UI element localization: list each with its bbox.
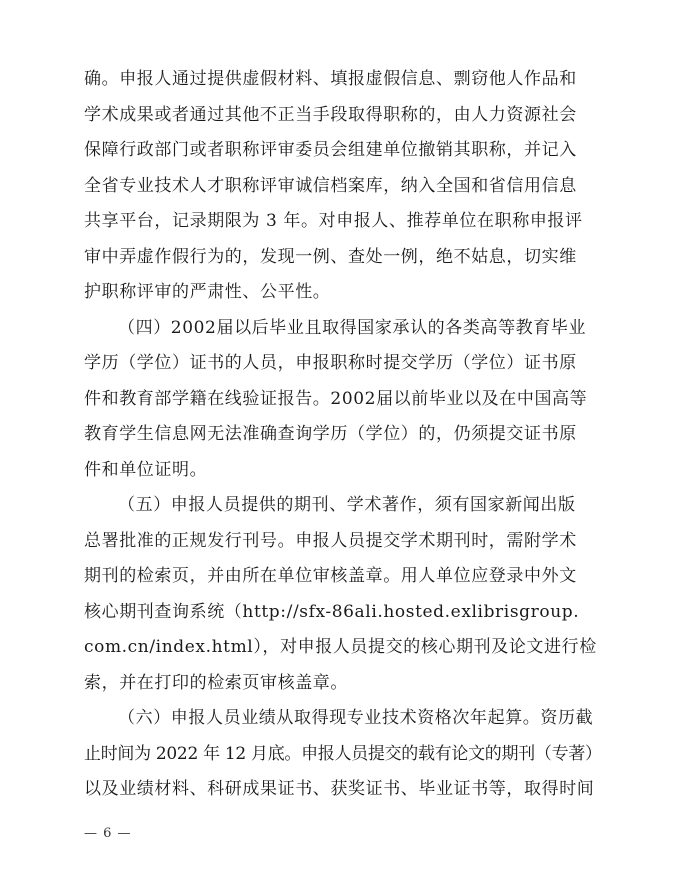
document-body — [84, 62, 602, 808]
text-line: 总署批准的正规发行刊号。申报人员提交学术期刊时，需附学术 — [84, 530, 577, 551]
text-line: 审中弄虚作假行为的，发现一例、查处一例，绝不姑息，切实维 — [84, 246, 577, 267]
text-line: 止时间为 2022 年 12 月底。申报人员提交的载有论文的期刊（专著） — [84, 743, 602, 764]
text-line: 学术成果或者通过其他不正当手段取得职称的，由人力资源社会 — [84, 104, 577, 125]
text-line: 教育学生信息网无法准确查询学历（学位）的，仍须提交证书原 — [84, 424, 577, 444]
paragraph-item-6 — [84, 701, 602, 808]
text-line: 件和单位证明。 — [84, 459, 208, 480]
text-line: 件和教育部学籍在线验证报告。2002届以前毕业以及在中国高等 — [84, 388, 588, 409]
paragraph-item-4 — [84, 311, 602, 489]
text-line: （四）2002届以后毕业且取得国家承认的各类高等教育毕业 — [118, 317, 587, 338]
text-line: （五）申报人员提供的期刊、学术著作，须有国家新闻出版 — [118, 495, 576, 515]
text-line: 全省专业技术人才职称评审诚信档案库，纳入全国和省信用信息 — [84, 175, 577, 196]
text-line: 期刊的检索页，并由所在单位审核盖章。用人单位应登录中外文 — [84, 566, 577, 586]
text-line: 以及业绩材料、科研成果证书、获奖证书、毕业证书等，取得时间 — [84, 779, 595, 799]
paragraph-item-5 — [84, 488, 602, 701]
text-line: 共享平台，记录期限为 3 年。对申报人、推荐单位在职称申报评 — [84, 211, 583, 231]
text-line: 学历（学位）证书的人员，申报职称时提交学历（学位）证书原 — [84, 353, 577, 373]
text-line-with-url: 核心期刊查询系统（http://sfx-86ali.hosted.exlibrisgroup. — [84, 601, 580, 622]
text-line: （六）申报人员业绩从取得现专业技术资格次年起算。资历截 — [118, 708, 594, 728]
text-line: 保障行政部门或者职称评审委员会组建单位撤销其职称，并记入 — [84, 140, 577, 160]
text-line: 确。申报人通过提供虚假材料、填报虚假信息、剽窃他人作品和 — [84, 69, 577, 89]
page-number: — 6 — — [84, 826, 132, 841]
text-line-with-url: com.cn/index.html），对申报人员提交的核心期刊及论文进行检 — [84, 637, 597, 657]
paragraph-continuation — [84, 62, 602, 311]
text-line: 护职称评审的严肃性、公平性。 — [84, 282, 331, 302]
text-line: 索，并在打印的检索页审核盖章。 — [84, 672, 348, 693]
